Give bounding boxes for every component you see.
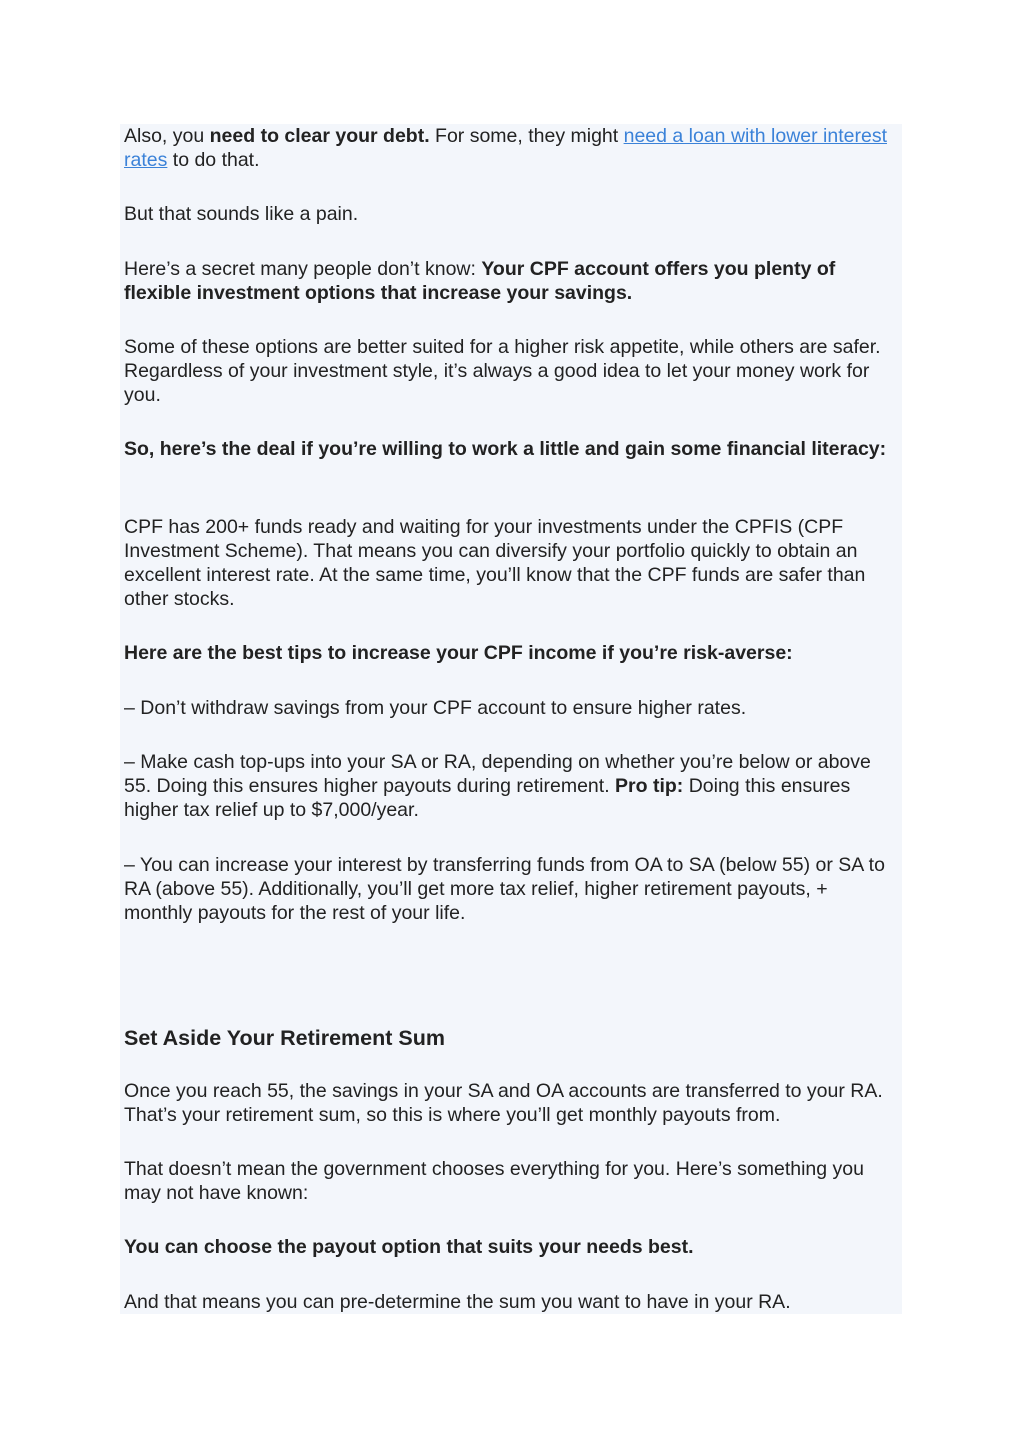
text-run: For some, they might — [429, 125, 624, 147]
tip-transfer: – You can increase your interest by transferring funds from OA to SA (below 55) or SA to RA (above 55). Additionally, you’ll get more tax relief, higher retirement payouts, + monthly payouts for the rest of your life. — [124, 854, 885, 924]
paragraph-cpfis: CPF has 200+ funds ready and waiting for your investments under the CPFIS (CPF Investment Scheme). That means you can diversify your portfolio quickly to obtain an excellent interest rate. At the same time, you’ll know that the CPF funds are safer than other stocks. — [124, 516, 866, 610]
paragraph-tips-heading: Here are the best tips to increase your CPF income if you’re risk-averse: — [124, 642, 793, 664]
text-run: to do that. — [167, 149, 260, 171]
article-panel — [120, 124, 902, 1314]
bold-text: Pro tip: — [615, 775, 684, 797]
section-heading: Set Aside Your Retirement Sum — [124, 1026, 445, 1050]
text-run: – Make cash top-ups into your SA or RA, depending on whether you’re below or above 55. Doing this ensures higher payouts during retirement. — [124, 751, 871, 797]
paragraph-options: Some of these options are better suited for a higher risk appetite, while others are safer. Regardless of your investment style, it’s always a good idea to let your money work for you. — [124, 336, 881, 406]
paragraph-pain: But that sounds like a pain. — [124, 203, 359, 225]
text-run: Here’s a secret many people don’t know: — [124, 258, 482, 280]
tip-topups — [124, 750, 898, 822]
paragraph-government: That doesn’t mean the government chooses everything for you. Here’s something you may not have known: — [124, 1158, 864, 1204]
paragraph-retirement-sum: Once you reach 55, the savings in your SA and OA accounts are transferred to your RA. That’s your retirement sum, so this is where you’ll get monthly payouts from. — [124, 1080, 883, 1126]
paragraph-payout-option: You can choose the payout option that suits your needs best. — [124, 1236, 694, 1258]
bold-text: Your CPF account offers you plenty of flexible investment options that increase your savings. — [124, 258, 836, 304]
text-run: Also, you — [124, 125, 210, 147]
tip-withdraw: – Don’t withdraw savings from your CPF account to ensure higher rates. — [124, 697, 747, 719]
loan-link[interactable]: need a loan with lower interest rates — [124, 125, 887, 171]
text-run: Doing this ensures higher tax relief up to $7,000/year. — [124, 775, 851, 821]
paragraph-debt — [124, 124, 898, 172]
bold-text: need to clear your debt. — [209, 125, 430, 147]
paragraph-secret — [124, 257, 898, 305]
paragraph-deal: So, here’s the deal if you’re willing to work a little and gain some financial literacy: — [124, 438, 887, 460]
paragraph-predetermine: And that means you can pre-determine the sum you want to have in your RA. — [124, 1291, 791, 1313]
